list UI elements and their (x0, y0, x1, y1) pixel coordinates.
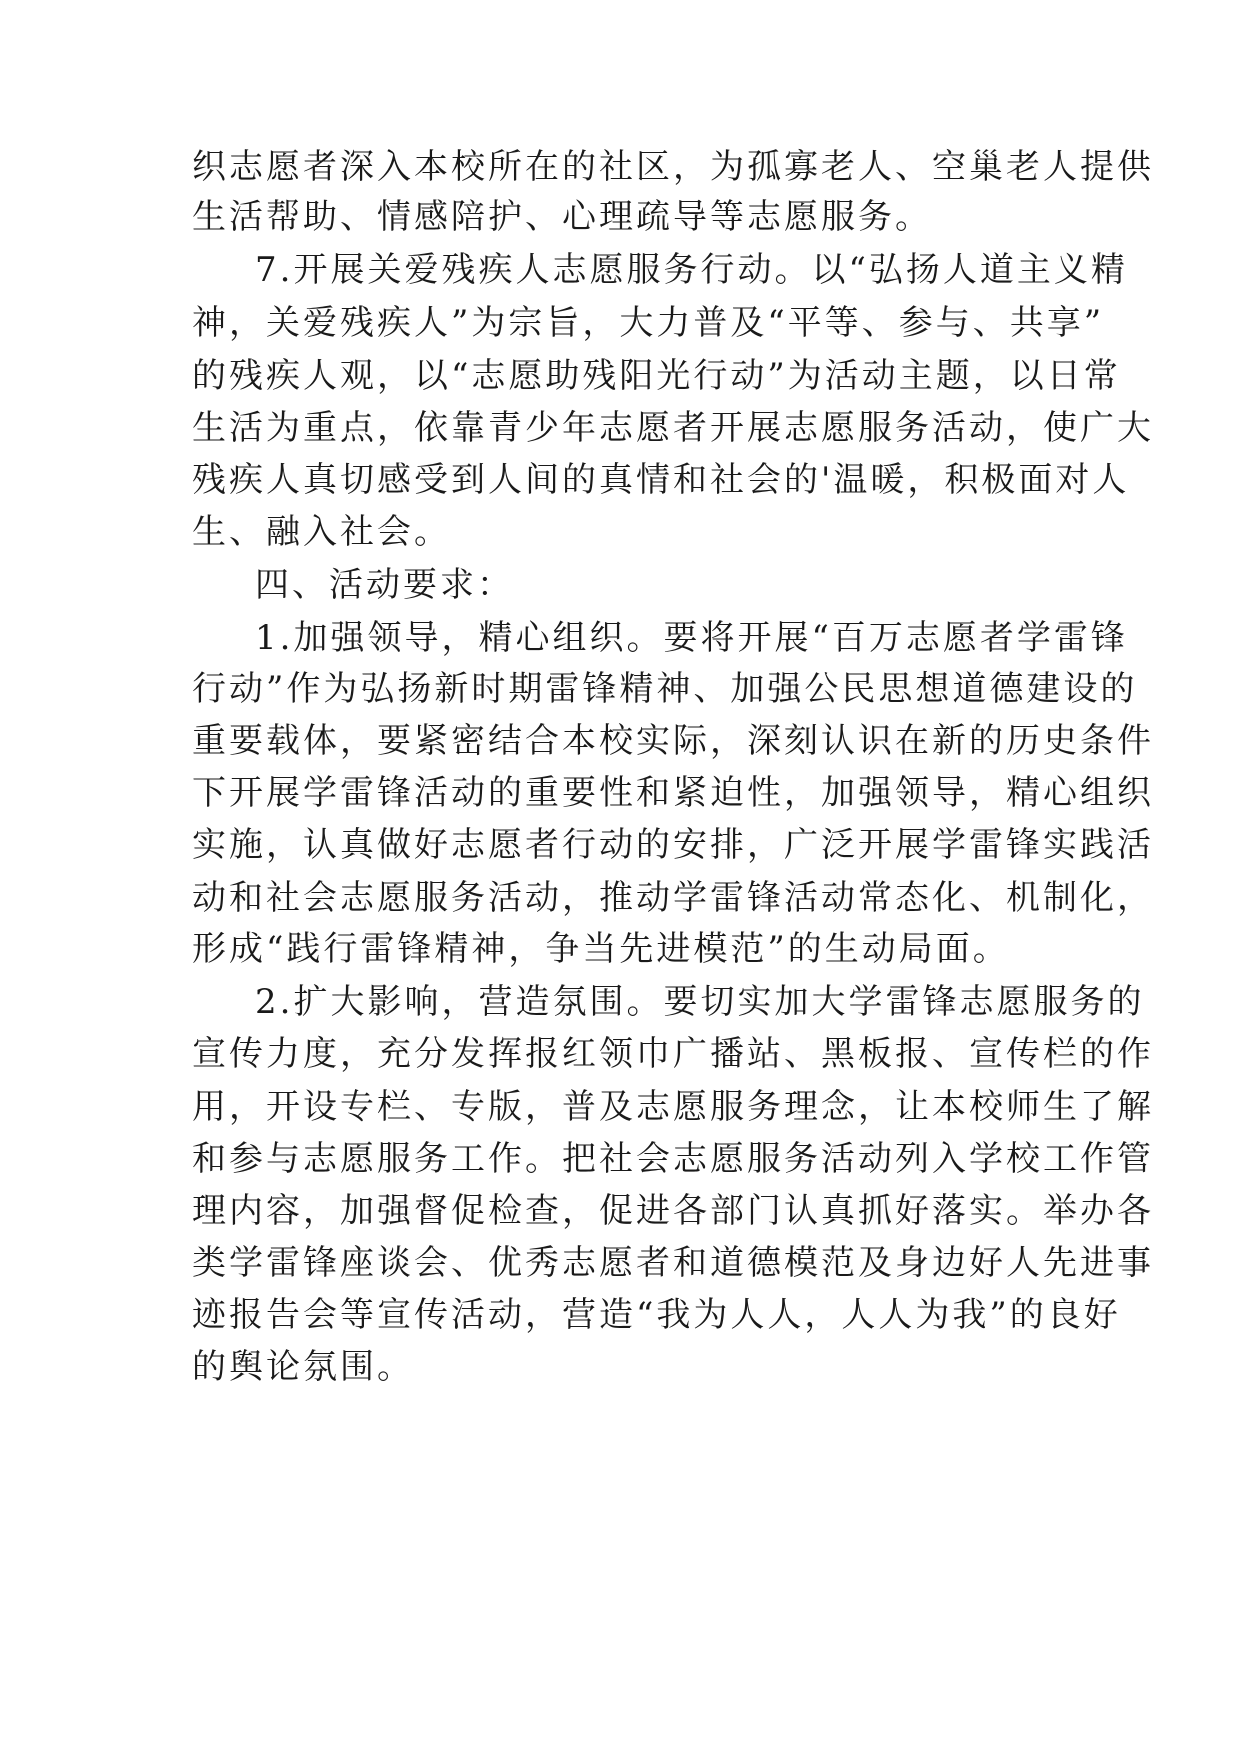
text-line: 织志愿者深入本校所在的社区，为孤寡老人、空巢老人提供 (192, 147, 1154, 187)
text-line: 行动”作为弘扬新时期雷锋精神、加强公民思想道德建设的 (192, 669, 1138, 709)
text-line: 7.开展关爱残疾人志愿服务行动。以“弘扬人道主义精 (255, 250, 1128, 290)
text-line: 动和社会志愿服务活动，推动学雷锋活动常态化、机制化， (192, 878, 1154, 918)
text-line: 迹报告会等宣传活动，营造“我为人人，人人为我”的良好 (192, 1295, 1121, 1335)
section-heading: 四、活动要求： (255, 565, 514, 605)
text-line: 用，开设专栏、专版，普及志愿服务理念，让本校师生了解 (192, 1087, 1154, 1127)
text-line: 生活帮助、情感陪护、心理疏导等志愿服务。 (192, 197, 932, 237)
text-line: 形成“践行雷锋精神，争当先进模范”的生动局面。 (192, 929, 1010, 969)
text-line: 生、融入社会。 (192, 512, 451, 552)
text-line: 理内容，加强督促检查，促进各部门认真抓好落实。举办各 (192, 1191, 1154, 1231)
text-line: 和参与志愿服务工作。把社会志愿服务活动列入学校工作管 (192, 1139, 1154, 1179)
text-line: 下开展学雷锋活动的重要性和紧迫性，加强领导，精心组织 (192, 773, 1154, 813)
text-line: 实施，认真做好志愿者行动的安排，广泛开展学雷锋实践活 (192, 825, 1154, 865)
text-line: 残疾人真切感受到人间的真情和社会的'温暖，积极面对人 (192, 460, 1130, 500)
text-line: 重要载体，要紧密结合本校实际，深刻认识在新的历史条件 (192, 721, 1154, 761)
text-line: 宣传力度，充分发挥报红领巾广播站、黑板报、宣传栏的作 (192, 1034, 1154, 1074)
text-line: 的残疾人观，以“志愿助残阳光行动”为活动主题，以日常 (192, 356, 1121, 396)
text-line: 2.扩大影响，营造氛围。要切实加大学雷锋志愿服务的 (255, 982, 1145, 1022)
text-line: 的舆论氛围。 (192, 1347, 414, 1387)
text-line: 1.加强领导，精心组织。要将开展“百万志愿者学雷锋 (255, 618, 1128, 658)
text-line: 生活为重点，依靠青少年志愿者开展志愿服务活动，使广大 (192, 408, 1154, 448)
text-line: 神，关爱残疾人”为宗旨，大力普及“平等、参与、共享” (192, 303, 1105, 343)
text-line: 类学雷锋座谈会、优秀志愿者和道德模范及身边好人先进事 (192, 1243, 1154, 1283)
